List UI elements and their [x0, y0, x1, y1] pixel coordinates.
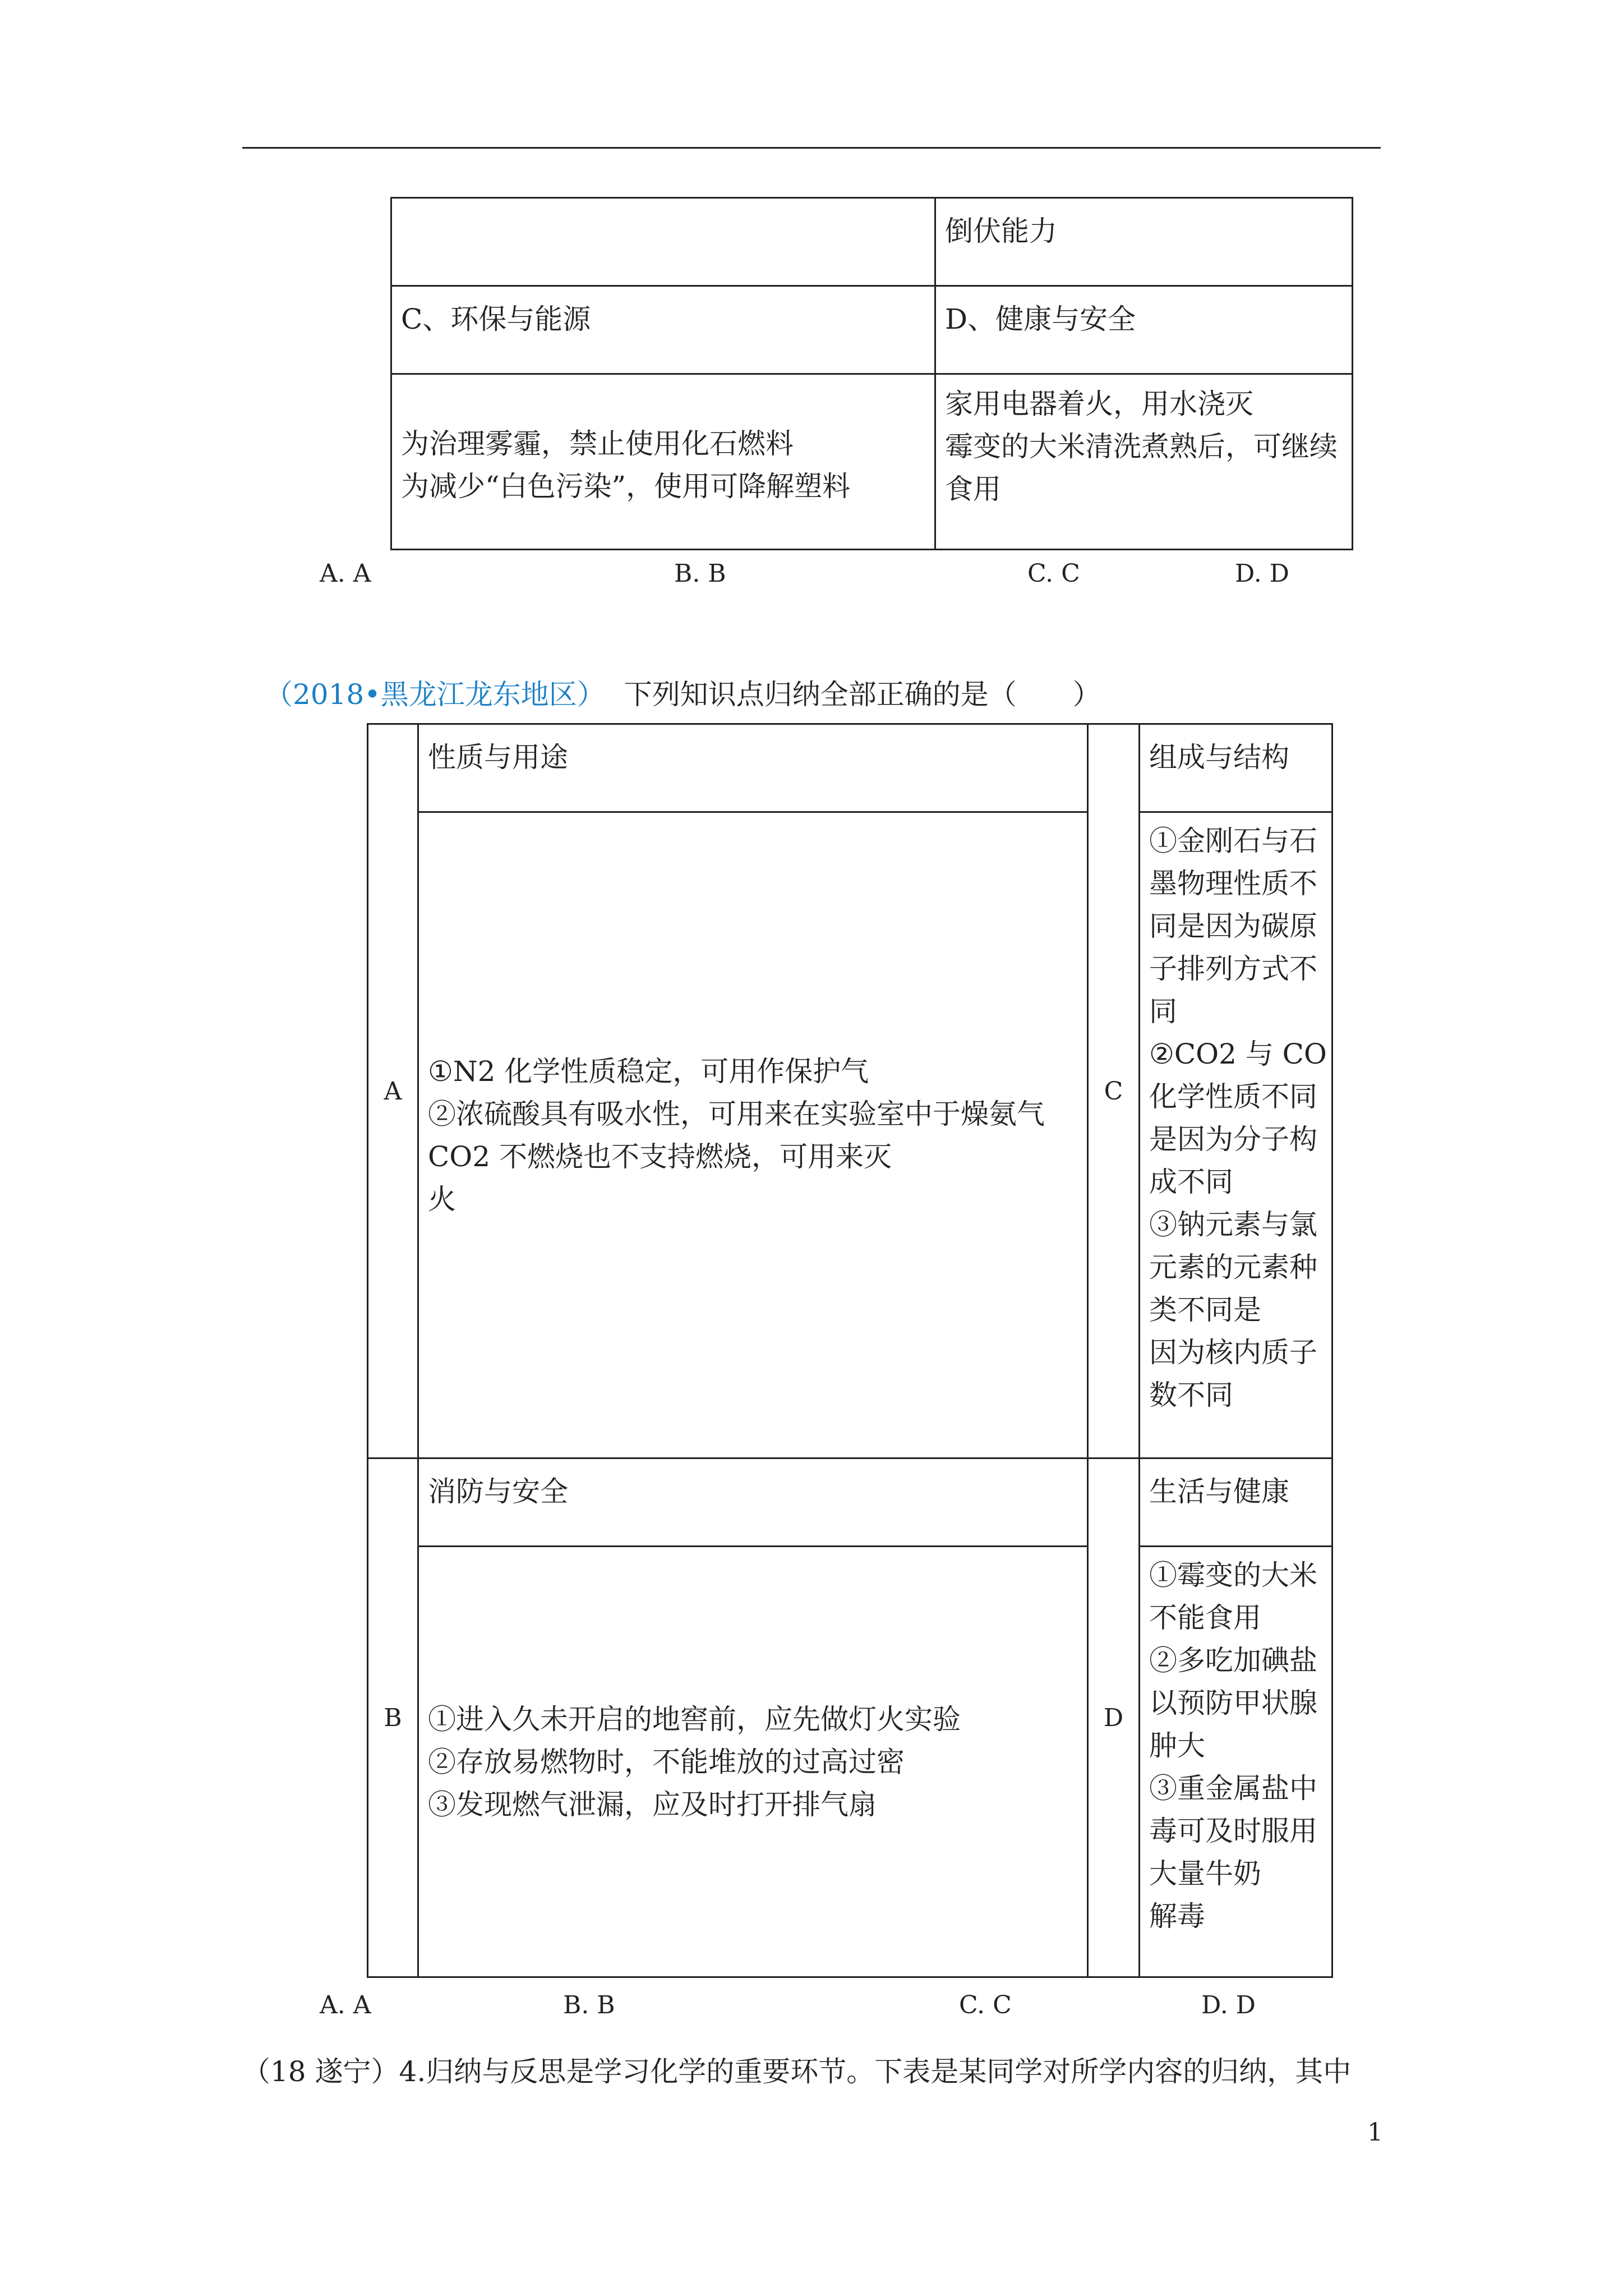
b-header: 消防与安全: [418, 1458, 1088, 1547]
table1-d-content: 家用电器着火，用水浇灭 霉变的大米清洗煮熟后，可继续 食用: [935, 374, 1353, 550]
label-b: B: [368, 1458, 418, 1977]
option-d[interactable]: D. D: [1201, 1991, 1256, 2019]
option-d[interactable]: D. D: [1235, 559, 1289, 588]
a-header: 性质与用途: [418, 724, 1088, 812]
question-3-stem: （18 遂宁）4.归纳与反思是学习化学的重要环节。下表是某同学对所学内容的归纳，其中: [242, 2055, 1352, 2088]
option-c[interactable]: C. C: [1027, 559, 1080, 588]
table1-c-content: 为治理雾霾，禁止使用化石燃料 为减少“白色污染”，使用可降解塑料: [391, 374, 935, 550]
table-2: [367, 723, 1333, 1978]
label-d: D: [1088, 1458, 1140, 1977]
option-b[interactable]: B. B: [674, 559, 726, 588]
option-a[interactable]: A. A: [320, 1991, 371, 2019]
c-content: ①金刚石与石 墨物理性质不 同是因为碳原 子排列方式不 同 ②CO2 与 CO 化学性质不同 是因为分子构 成不同 ③钠元素与氯 元素的元素种 类不同是 因为核内质子 数不同: [1140, 812, 1332, 1458]
option-b[interactable]: B. B: [563, 1991, 615, 2019]
label-a: A: [368, 724, 418, 1458]
option-c[interactable]: C. C: [959, 1991, 1012, 2019]
table1-empty-cell: [391, 198, 935, 286]
table1-c-header: C、环保与能源: [391, 286, 935, 374]
question-text: 下列知识点归纳全部正确的是（ ）: [624, 678, 1101, 711]
page-number: 1: [1367, 2118, 1383, 2147]
a-content: ①N2 化学性质稳定，可用作保护气 ②浓硫酸具有吸水性，可用来在实验室中于燥氨气 CO2 不燃烧也不支持燃烧，可用来灭 火: [418, 812, 1088, 1458]
options-2: [320, 1989, 1329, 2022]
c-header: 组成与结构: [1140, 724, 1332, 812]
question-source: （2018•黑龙江龙东地区）: [265, 678, 605, 711]
header-rule: [242, 147, 1381, 149]
option-a[interactable]: A. A: [320, 559, 371, 588]
b-content: ①进入久未开启的地窖前，应先做灯火实验 ②存放易燃物时，不能堆放的过高过密 ③发现燃气泄漏，应及时打开排气扇: [418, 1547, 1088, 1977]
table1-d-header: D、健康与安全: [935, 286, 1353, 374]
table-1: [390, 197, 1353, 550]
table1-row1-right: 倒伏能力: [935, 198, 1353, 286]
label-c: C: [1088, 724, 1140, 1458]
options-1: [320, 557, 1329, 591]
question-2-stem: [265, 673, 1101, 716]
d-content: ①霉变的大米 不能食用 ②多吃加碘盐 以预防甲状腺 肿大 ③重金属盐中 毒可及时服用 大量牛奶 解毒: [1140, 1547, 1332, 1977]
d-header: 生活与健康: [1140, 1458, 1332, 1547]
